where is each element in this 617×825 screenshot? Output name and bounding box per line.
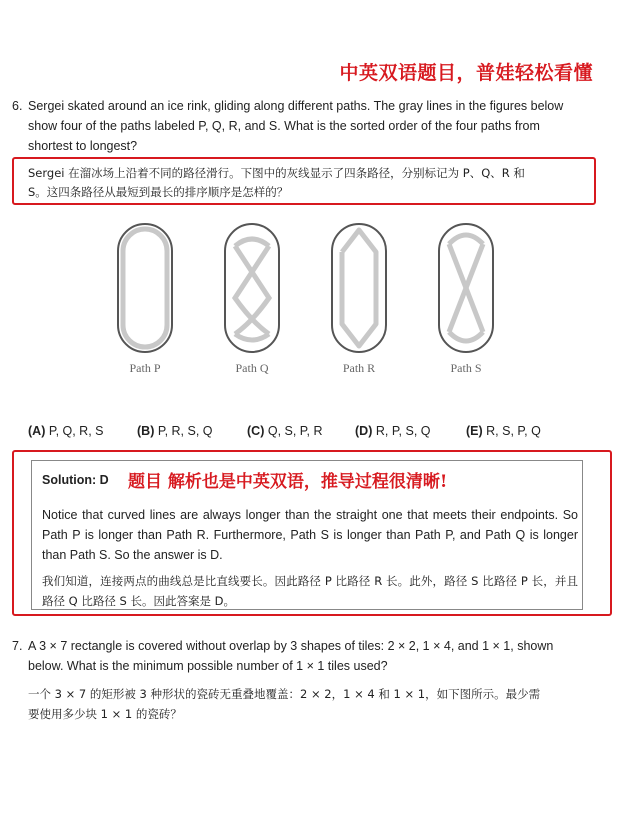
- solution-english: Notice that curved lines are always longer than the straight one that meets their endpoints. So Path P is longer than Path R. Furthermore, Path S is longer than Path P, and Path Q is longer than Path S. So the answer is D.: [42, 508, 578, 562]
- question-7-zh-line-2: 要使用多少块 1 × 1 的瓷砖？: [28, 707, 182, 721]
- choice-c[interactable]: (C) Q, S, P, R: [247, 424, 323, 438]
- choice-e[interactable]: (E) R, S, P, Q: [466, 424, 541, 438]
- solution-highlight-box: [12, 450, 612, 616]
- question-7-line-2: below. What is the minimum possible number of 1 × 1 tiles used?: [28, 659, 388, 673]
- path-p-diagram: [116, 222, 174, 354]
- figure-path-q: [223, 222, 281, 375]
- choice-b[interactable]: (B) P, R, S, Q: [137, 424, 213, 438]
- figure-path-p: [116, 222, 174, 375]
- path-s-diagram: [437, 222, 495, 354]
- solution-banner: 题目 解析也是中英双语，推导过程很清晰!: [128, 472, 448, 492]
- figure-path-r: [330, 222, 388, 375]
- question-6-chinese-box: [12, 157, 596, 205]
- question-6-line-2: show four of the paths labeled P, Q, R, and S. What is the sorted order of the four paths from: [28, 119, 540, 133]
- path-q-label: Path Q: [235, 361, 269, 375]
- question-6-text: [12, 96, 592, 156]
- path-p-label: Path P: [129, 361, 161, 375]
- path-q-diagram: [223, 222, 281, 354]
- question-7-text: [12, 636, 592, 676]
- question-7-zh-line-1: 一个 3 × 7 的矩形被 3 种形状的瓷砖无重叠地覆盖：2 × 2，1 × 4 和 1 × 1，如下图所示。最少需: [28, 687, 541, 701]
- question-6-line-1: Sergei skated around an ice rink, gliding along different paths. The gray lines in the figures below: [28, 99, 564, 113]
- solution-panel: [31, 460, 583, 610]
- question-7-line-1: A 3 × 7 rectangle is covered without overlap by 3 shapes of tiles: 2 × 2, 1 × 4, and 1 × 1, shown: [28, 639, 554, 653]
- figure-path-s: [437, 222, 495, 375]
- path-r-diagram: [330, 222, 388, 354]
- solution-chinese: 我们知道，连接两点的曲线总是比直线要长。因此路径 P 比路径 R 长。此外，路径 S 比路径 P 长，并且路径 Q 比路径 S 长。因此答案是 D。: [42, 574, 578, 608]
- question-number: 6.: [12, 99, 23, 113]
- path-s-label: Path S: [450, 361, 482, 375]
- choice-d[interactable]: (D) R, P, S, Q: [355, 424, 431, 438]
- solution-title: Solution: D: [42, 473, 109, 487]
- question-number: 7.: [12, 639, 23, 653]
- path-figures: [0, 222, 617, 382]
- question-7-chinese: [28, 684, 596, 724]
- path-r-label: Path R: [342, 361, 376, 375]
- promo-banner: 中英双语题目，普娃轻松看懂: [339, 62, 593, 84]
- question-6-line-3: shortest to longest?: [28, 139, 138, 153]
- question-6-zh-line-2: S。这四条路径从最短到最长的排序顺序是怎样的？: [28, 185, 289, 199]
- choice-a[interactable]: (A) P, Q, R, S: [28, 424, 104, 438]
- question-6-zh-line-1: Sergei 在溜冰场上沿着不同的路径滑行。下图中的灰线显示了四条路径，分别标记为 P、Q、R 和: [28, 166, 525, 180]
